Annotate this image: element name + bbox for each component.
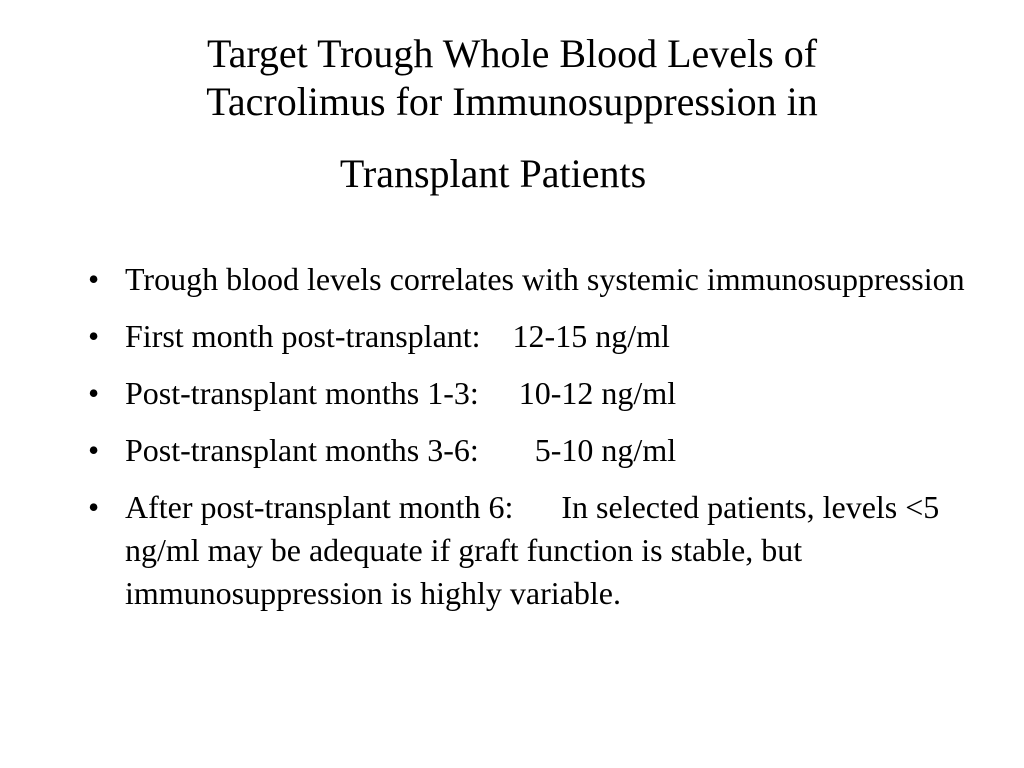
bullet-marker-icon: •	[88, 489, 100, 525]
bullet-item	[88, 486, 988, 615]
bullet-text: After post-transplant month 6: In selected patients, levels <5 ng/ml may be adequate if graft function is stable, but immunosuppression is highly variable.	[125, 489, 948, 611]
bullet-item	[88, 315, 988, 358]
bullet-item	[88, 258, 988, 301]
title-line-1: Target Trough Whole Blood Levels of	[206, 31, 818, 76]
title-line-2: Tacrolimus for Immunosuppression in	[206, 79, 818, 124]
bullet-text: First month post-transplant: 12-15 ng/ml	[125, 318, 670, 354]
bullet-marker-icon: •	[88, 261, 100, 297]
bullet-item	[88, 372, 988, 415]
title-line-3: Transplant Patients	[339, 151, 647, 196]
bullet-marker-icon: •	[88, 318, 100, 354]
bullet-text: Trough blood levels correlates with systemic immunosuppression	[125, 261, 965, 297]
bullet-text: Post-transplant months 3-6: 5-10 ng/ml	[125, 432, 677, 468]
bullet-text: Post-transplant months 1-3: 10-12 ng/ml	[125, 375, 677, 411]
bullet-marker-icon: •	[88, 432, 100, 468]
bullet-item	[88, 429, 988, 472]
slide-title	[0, 30, 1024, 198]
bullet-marker-icon: •	[88, 375, 100, 411]
bullet-list	[88, 258, 988, 628]
